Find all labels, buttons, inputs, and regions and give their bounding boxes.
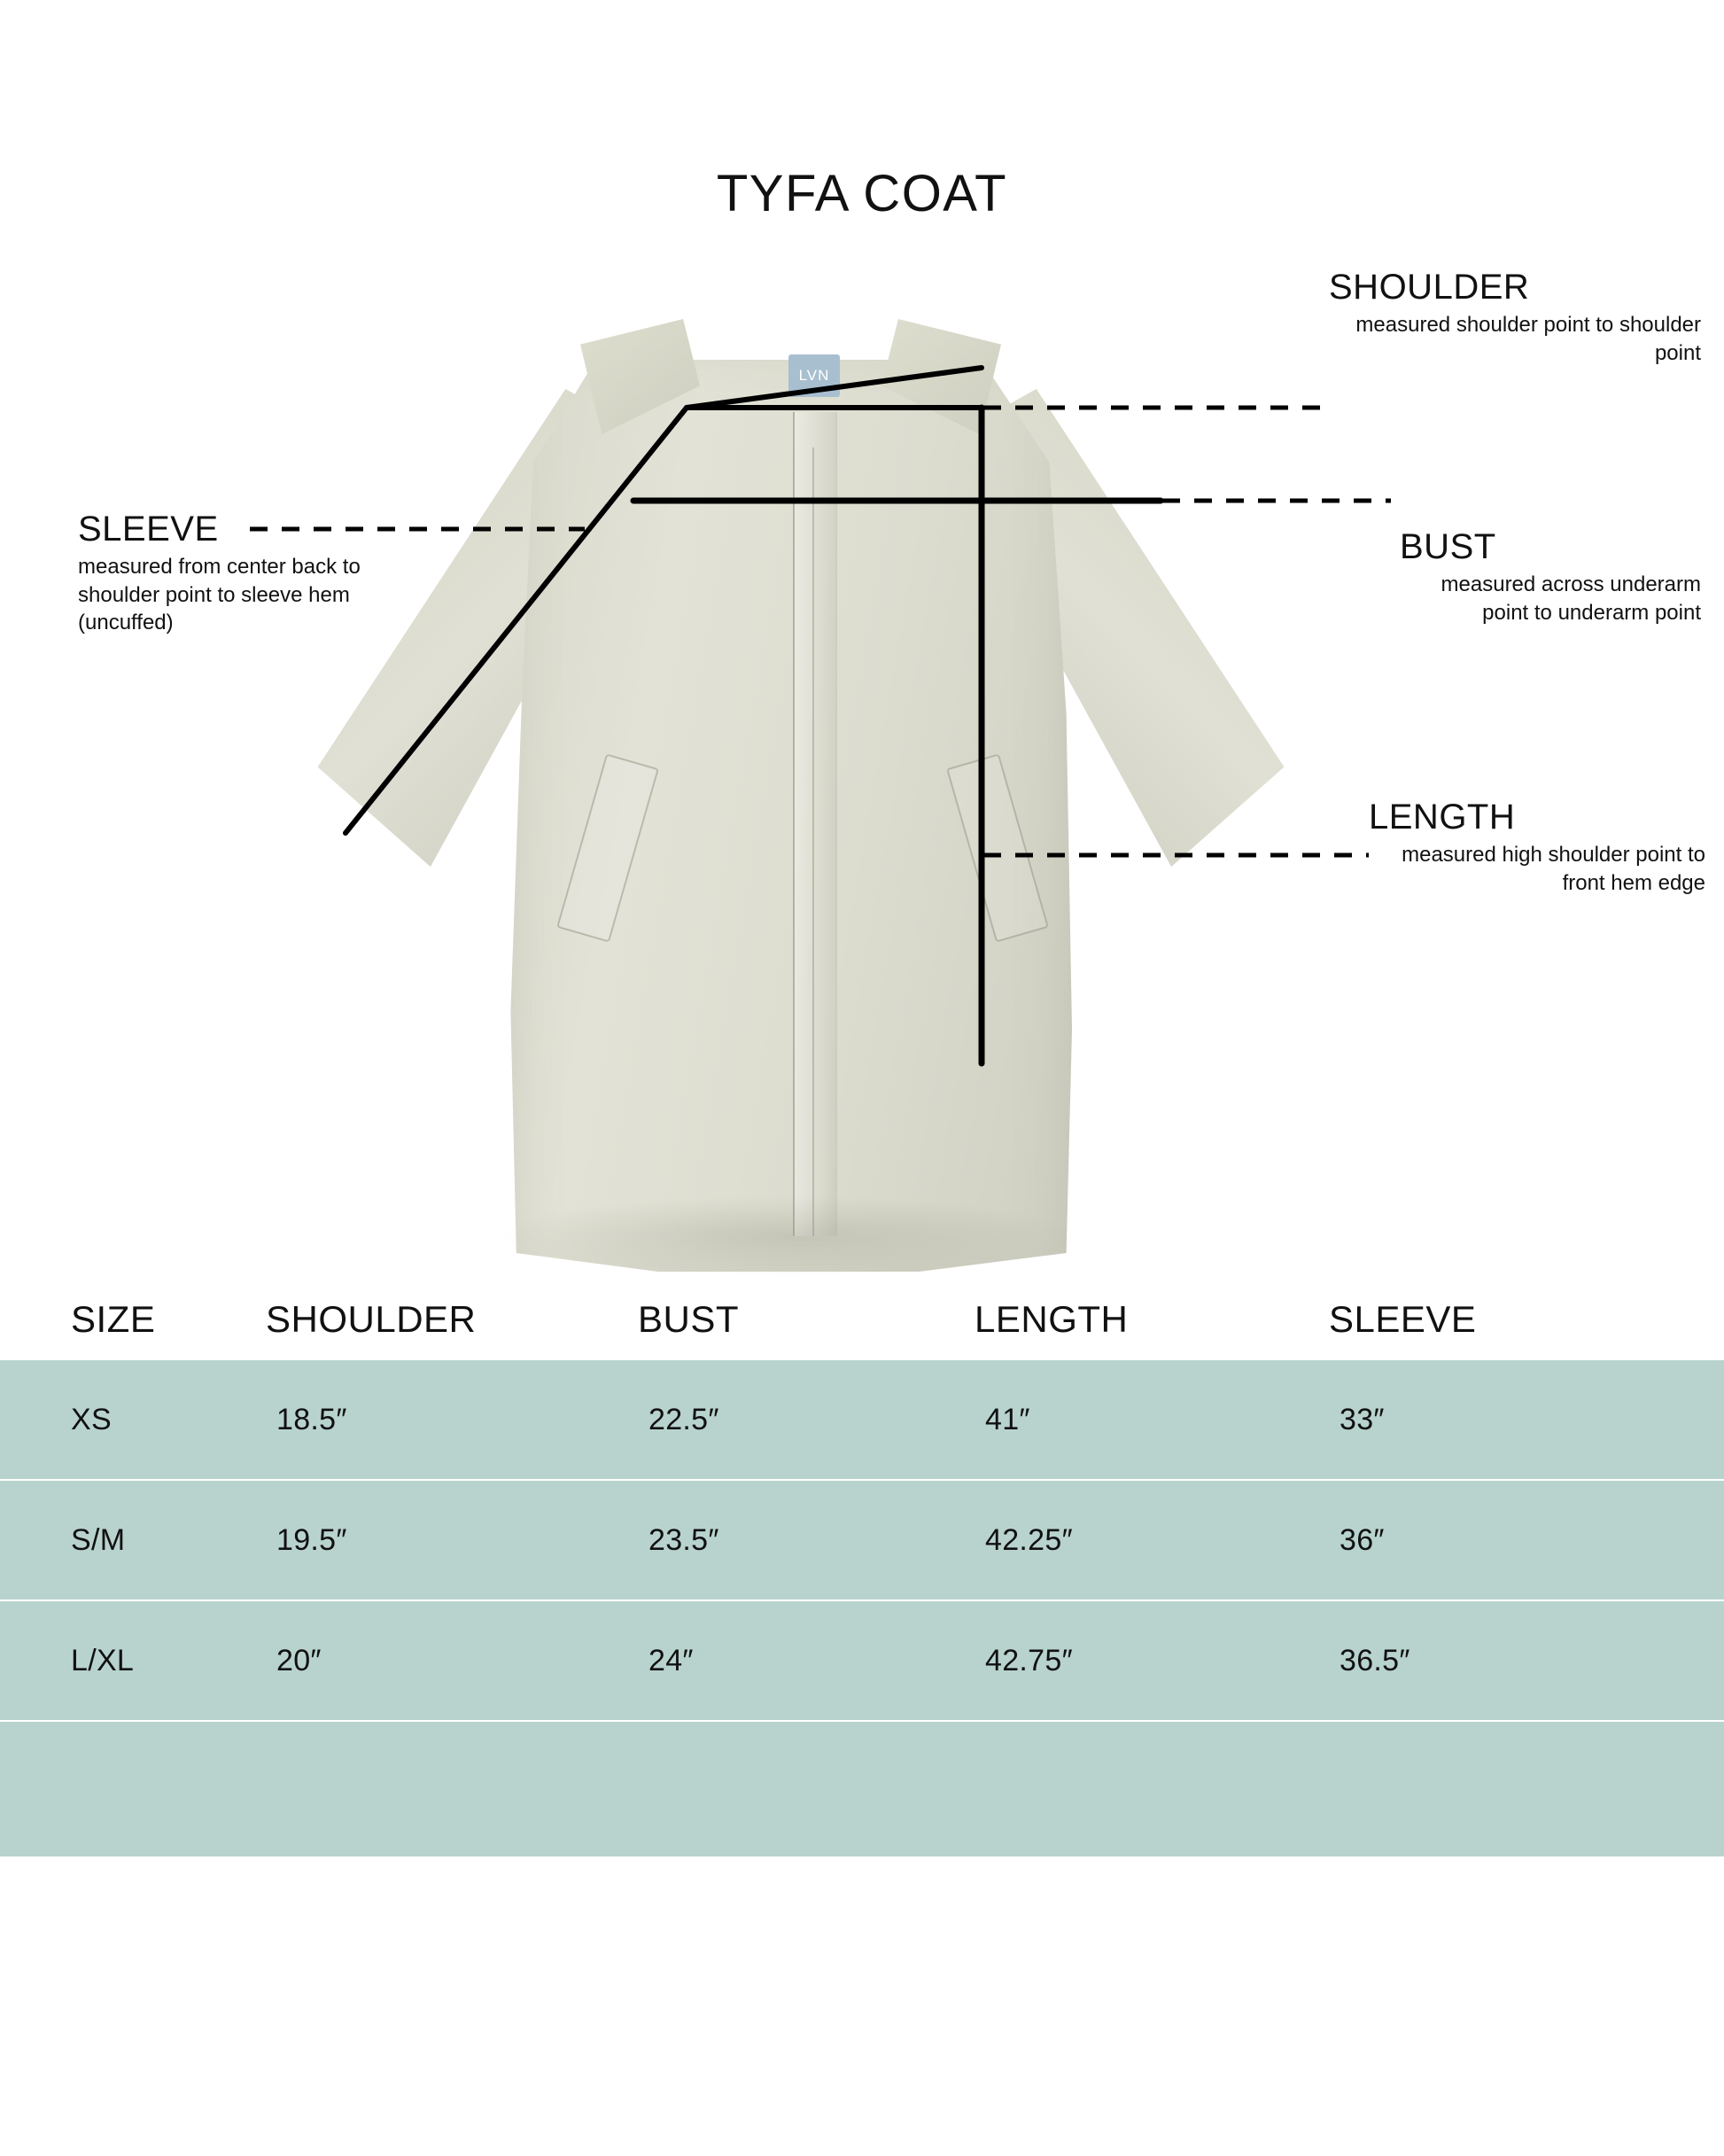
cell-length: 41″ xyxy=(985,1402,1030,1436)
annotation-bust-description: measured across underarm point to underarm point xyxy=(1441,572,1701,625)
cell-empty xyxy=(1329,1721,1724,1857)
annotation-shoulder xyxy=(1329,268,1701,367)
cell-bust: 23.5″ xyxy=(648,1522,719,1557)
coat-center-seam xyxy=(812,448,814,1236)
table-row xyxy=(0,1360,1724,1480)
cell-size: S/M xyxy=(71,1522,126,1557)
size-table-header xyxy=(0,1289,1724,1360)
column-header-bust: BUST xyxy=(638,1298,740,1340)
column-header-length: LENGTH xyxy=(975,1298,1129,1340)
annotation-bust-title: BUST xyxy=(1400,527,1496,566)
cell-sleeve: 36.5″ xyxy=(1340,1643,1410,1677)
table-row xyxy=(0,1480,1724,1600)
cell-bust: 24″ xyxy=(648,1643,694,1677)
cell-length: 42.25″ xyxy=(985,1522,1073,1557)
annotation-shoulder-title: SHOULDER xyxy=(1329,268,1530,307)
cell-empty xyxy=(638,1721,975,1857)
column-header-size: SIZE xyxy=(71,1298,156,1340)
cell-empty xyxy=(975,1721,1329,1857)
coat-hem-shadow xyxy=(505,1196,1072,1276)
annotation-shoulder-description: measured shoulder point to shoulder point xyxy=(1355,313,1701,365)
cell-size: XS xyxy=(71,1402,112,1436)
cell-empty xyxy=(266,1721,638,1857)
coat-front-placket xyxy=(793,412,837,1236)
table-header-row xyxy=(0,1289,1724,1360)
annotation-length-description: measured high shoulder point to front hem edge xyxy=(1402,843,1705,895)
cell-sleeve: 36″ xyxy=(1340,1522,1385,1557)
annotation-sleeve-title: SLEEVE xyxy=(78,510,219,549)
cell-shoulder: 19.5″ xyxy=(276,1522,347,1557)
size-chart-table xyxy=(0,1289,1724,1858)
size-table-body xyxy=(0,1360,1724,1857)
cell-shoulder: 18.5″ xyxy=(276,1402,347,1436)
cell-sleeve: 33″ xyxy=(1340,1402,1385,1436)
coat-illustration xyxy=(315,292,1289,1285)
annotation-sleeve-description: measured from center back to shoulder point to sleeve hem (uncuffed) xyxy=(78,555,361,635)
column-header-sleeve: SLEEVE xyxy=(1329,1298,1477,1340)
annotation-length xyxy=(1369,798,1705,897)
annotation-sleeve xyxy=(78,510,370,637)
cell-shoulder: 20″ xyxy=(276,1643,322,1677)
cell-size: L/XL xyxy=(71,1643,135,1677)
cell-empty xyxy=(0,1721,266,1857)
table-row xyxy=(0,1600,1724,1721)
cell-bust: 22.5″ xyxy=(648,1402,719,1436)
table-row-empty xyxy=(0,1721,1724,1857)
annotation-length-title: LENGTH xyxy=(1369,798,1516,837)
page-title: TYFA COAT xyxy=(716,165,1008,222)
annotation-bust xyxy=(1400,527,1701,627)
column-header-shoulder: SHOULDER xyxy=(266,1298,477,1340)
brand-label-tag: LVN xyxy=(788,354,840,397)
size-table xyxy=(0,1289,1724,1858)
cell-length: 42.75″ xyxy=(985,1643,1073,1677)
garment-measurement-diagram xyxy=(0,266,1724,1285)
